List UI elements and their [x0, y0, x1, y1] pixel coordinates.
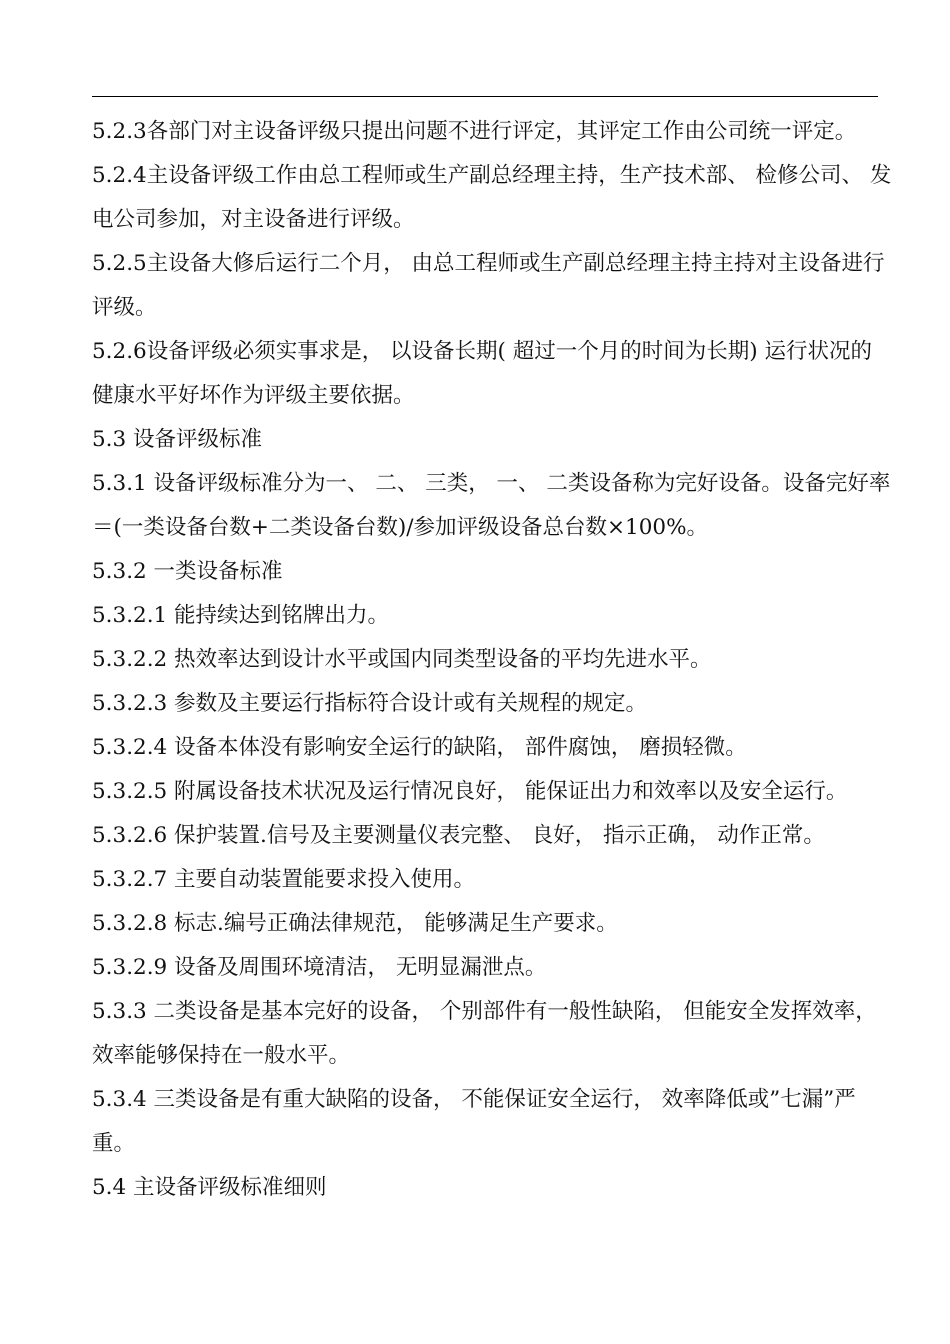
paragraph-5-2-4: 5.2.4主设备评级工作由总工程师或生产副总经理主持，生产技术部、 检修公司、 发电公司参加，对主设备进行评级。 [92, 163, 892, 232]
section-heading-5-3-2: 5.3.2 一类设备标准 [92, 559, 283, 584]
paragraph-5-3-2-9: 5.3.2.9 设备及周围环境清洁， 无明显漏泄点。 [92, 955, 547, 980]
paragraph-5-3-4: 5.3.4 三类设备是有重大缺陷的设备， 不能保证安全运行， 效率降低或”七漏”严重。 [92, 1087, 856, 1156]
section-heading-5-3: 5.3 设备评级标准 [92, 427, 263, 452]
paragraph-5-3-2-1: 5.3.2.1 能持续达到铭牌出力。 [92, 603, 390, 628]
paragraph-5-3-2-2: 5.3.2.2 热效率达到设计水平或国内同类型设备的平均先进水平。 [92, 647, 712, 672]
paragraph-5-2-6: 5.2.6设备评级必须实事求是， 以设备长期( 超过一个月的时间为长期) 运行状况的健康水平好坏作为评级主要依据。 [92, 339, 872, 408]
paragraph-5-3-2-3: 5.3.2.3 参数及主要运行指标符合设计或有关规程的规定。 [92, 691, 648, 716]
paragraph-5-3-1: 5.3.1 设备评级标准分为一、 二、 三类， 一、 二类设备称为完好设备。设备完好率＝(一类设备台数+二类设备台数)/参加评级设备总台数×100%。 [92, 471, 891, 540]
paragraph-5-3-2-4: 5.3.2.4 设备本体没有影响安全运行的缺陷， 部件腐蚀， 磨损轻微。 [92, 735, 747, 760]
header-rule [92, 96, 878, 97]
paragraph-5-3-2-6: 5.3.2.6 保护装置.信号及主要测量仪表完整、 良好， 指示正确， 动作正常。 [92, 823, 825, 848]
paragraph-5-2-3: 5.2.3各部门对主设备评级只提出问题不进行评定，其评定工作由公司统一评定。 [92, 119, 857, 144]
section-heading-5-4: 5.4 主设备评级标准细则 [92, 1175, 327, 1200]
paragraph-5-3-2-8: 5.3.2.8 标志.编号正确法律规范， 能够满足生产要求。 [92, 911, 618, 936]
document-body [92, 110, 892, 1210]
paragraph-5-2-5: 5.2.5主设备大修后运行二个月， 由总工程师或生产副总经理主持主持对主设备进行评级。 [92, 251, 885, 320]
paragraph-5-3-3: 5.3.3 二类设备是基本完好的设备， 个别部件有一般性缺陷， 但能安全发挥效率， 效率能够保持在一般水平。 [92, 999, 877, 1068]
paragraph-5-3-2-7: 5.3.2.7 主要自动装置能要求投入使用。 [92, 867, 476, 892]
paragraph-5-3-2-5: 5.3.2.5 附属设备技术状况及运行情况良好， 能保证出力和效率以及安全运行。 [92, 779, 848, 804]
